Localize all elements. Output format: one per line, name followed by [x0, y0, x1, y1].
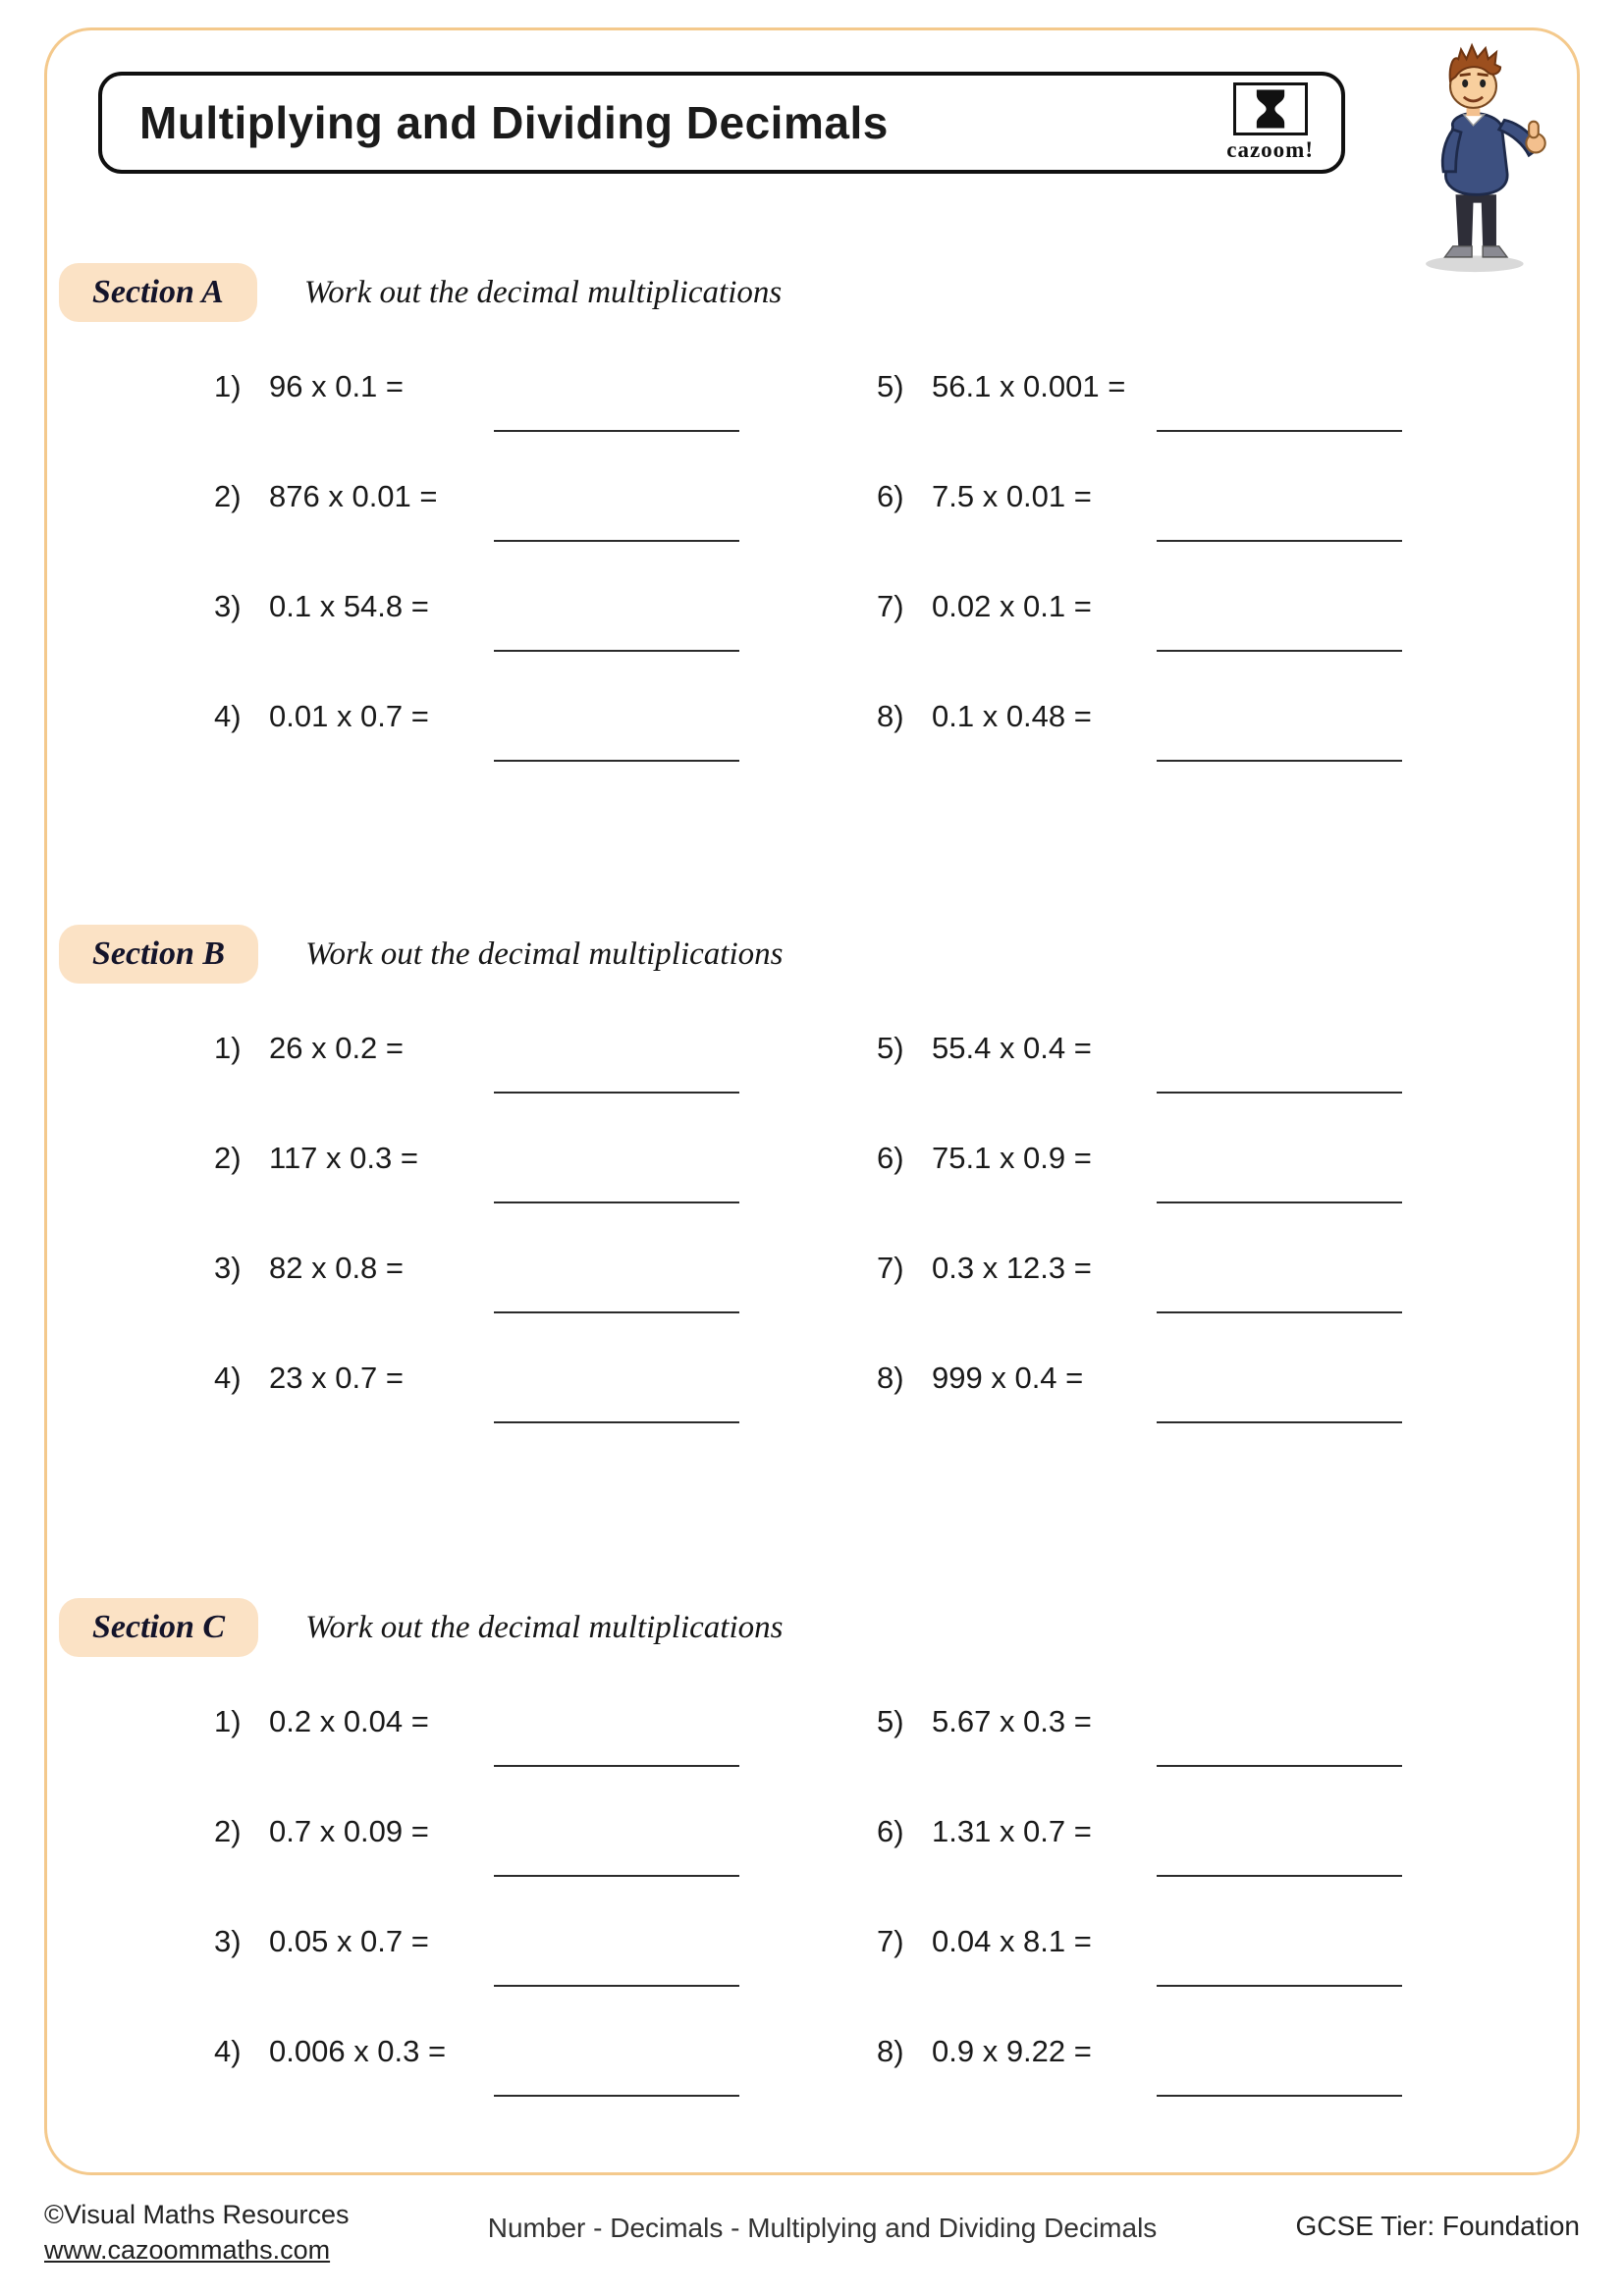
problem [877, 1814, 1540, 1924]
problem [214, 369, 877, 479]
section-a-label: Section A [59, 263, 257, 322]
footer [44, 2197, 1580, 2269]
problem [214, 479, 877, 589]
cazoom-logo-text: cazoom! [1226, 137, 1314, 162]
problem-expression: 0.01 x 0.7 = [269, 699, 429, 733]
problem-number: 5) [877, 369, 904, 403]
problem-number: 2) [214, 1141, 242, 1175]
problem [877, 1361, 1540, 1470]
problem-number: 8) [877, 699, 904, 733]
problem-number: 1) [214, 369, 242, 403]
answer-line [1157, 760, 1402, 762]
title-box [98, 72, 1345, 174]
problem-number: 7) [877, 1251, 904, 1285]
problem-expression: 56.1 x 0.001 = [932, 369, 1126, 403]
section-a-problems [214, 369, 1530, 809]
problem [877, 479, 1540, 589]
answer-line [494, 760, 739, 762]
problem-expression: 0.1 x 0.48 = [932, 699, 1092, 733]
problem [214, 1251, 877, 1361]
answer-line [1157, 540, 1402, 542]
problem-number: 1) [214, 1031, 242, 1065]
problem-number: 5) [877, 1031, 904, 1065]
problem-expression: 0.7 x 0.09 = [269, 1814, 429, 1848]
problem [214, 2034, 877, 2144]
answer-line [1157, 1092, 1402, 1094]
answer-line [494, 1985, 739, 1987]
problem-number: 3) [214, 1251, 242, 1285]
problem-expression: 75.1 x 0.9 = [932, 1141, 1092, 1175]
problem-expression: 55.4 x 0.4 = [932, 1031, 1092, 1065]
problem [214, 699, 877, 809]
mascot-boy-illustration [1404, 41, 1553, 275]
problem-number: 5) [877, 1704, 904, 1738]
problem [214, 1031, 877, 1141]
answer-line [494, 430, 739, 432]
copyright-text: ©Visual Maths Resources [44, 2200, 350, 2229]
answer-line [1157, 1421, 1402, 1423]
section-a-instruction: Work out the decimal multiplications [303, 274, 783, 310]
answer-line [1157, 1985, 1402, 1987]
page-title: Multiplying and Dividing Decimals [139, 97, 889, 148]
problem-expression: 0.1 x 54.8 = [269, 589, 429, 623]
problem [214, 1361, 877, 1470]
problem-number: 2) [214, 479, 242, 513]
problem [877, 699, 1540, 809]
problem-expression: 0.3 x 12.3 = [932, 1251, 1092, 1285]
website-link[interactable]: www.cazoommaths.com [44, 2235, 331, 2266]
problem-expression: 23 x 0.7 = [269, 1361, 405, 1395]
answer-line [1157, 430, 1402, 432]
problem [877, 589, 1540, 699]
answer-line [494, 1421, 739, 1423]
section-c-instruction: Work out the decimal multiplications [305, 1609, 784, 1645]
problem-number: 8) [877, 1361, 904, 1395]
problem [214, 589, 877, 699]
problem-number: 7) [877, 589, 904, 623]
problem [877, 2034, 1540, 2144]
problem-number: 3) [214, 1924, 242, 1958]
problem [877, 1141, 1540, 1251]
problem [877, 1031, 1540, 1141]
section-c [77, 1598, 1530, 2144]
answer-line [1157, 1875, 1402, 1877]
problem-number: 6) [877, 479, 904, 513]
problem [214, 1924, 877, 2034]
problem-number: 4) [214, 1361, 242, 1395]
problem [877, 1924, 1540, 2034]
answer-line [1157, 1765, 1402, 1767]
section-c-problems [214, 1704, 1530, 2144]
section-b-instruction: Work out the decimal multiplications [305, 935, 784, 972]
problem [877, 1251, 1540, 1361]
problem-number: 8) [877, 2034, 904, 2068]
answer-line [494, 540, 739, 542]
problem-expression: 0.05 x 0.7 = [269, 1924, 429, 1958]
problem-expression: 0.04 x 8.1 = [932, 1924, 1092, 1958]
problem-expression: 876 x 0.01 = [269, 479, 438, 513]
answer-line [1157, 1201, 1402, 1203]
problem-expression: 0.2 x 0.04 = [269, 1704, 429, 1738]
problem [214, 1814, 877, 1924]
cazoom-logo [1226, 82, 1314, 163]
problem-number: 3) [214, 589, 242, 623]
answer-line [494, 1092, 739, 1094]
answer-line [494, 650, 739, 652]
problem-expression: 117 x 0.3 = [269, 1141, 418, 1175]
answer-line [494, 1201, 739, 1203]
problem [877, 1704, 1540, 1814]
problem [214, 1141, 877, 1251]
problem-expression: 5.67 x 0.3 = [932, 1704, 1092, 1738]
problem-expression: 7.5 x 0.01 = [932, 479, 1092, 513]
cazoom-drum-icon [1233, 82, 1308, 135]
answer-line [494, 1765, 739, 1767]
problem-expression: 1.31 x 0.7 = [932, 1814, 1092, 1848]
answer-line [1157, 650, 1402, 652]
answer-line [1157, 2095, 1402, 2097]
section-a [77, 263, 1530, 809]
footer-credits [44, 2197, 350, 2269]
section-b-problems [214, 1031, 1530, 1470]
section-b-label: Section B [59, 925, 258, 984]
footer-breadcrumb: Number - Decimals - Multiplying and Dividing Decimals [487, 2213, 1158, 2243]
problem [877, 369, 1540, 479]
problem-expression: 0.9 x 9.22 = [932, 2034, 1092, 2068]
answer-line [494, 2095, 739, 2097]
problem-expression: 0.006 x 0.3 = [269, 2034, 447, 2068]
problem-expression: 96 x 0.1 = [269, 369, 405, 403]
problem-number: 7) [877, 1924, 904, 1958]
footer-tier: GCSE Tier: Foundation [1295, 2211, 1580, 2241]
problem [214, 1704, 877, 1814]
problem-expression: 999 x 0.4 = [932, 1361, 1084, 1395]
problem-number: 2) [214, 1814, 242, 1848]
problem-number: 4) [214, 2034, 242, 2068]
answer-line [494, 1875, 739, 1877]
problem-number: 4) [214, 699, 242, 733]
problem-expression: 82 x 0.8 = [269, 1251, 405, 1285]
answer-line [494, 1311, 739, 1313]
problem-expression: 26 x 0.2 = [269, 1031, 405, 1065]
answer-line [1157, 1311, 1402, 1313]
problem-number: 1) [214, 1704, 242, 1738]
problem-number: 6) [877, 1141, 904, 1175]
section-b [77, 925, 1530, 1470]
section-c-label: Section C [59, 1598, 258, 1657]
problem-number: 6) [877, 1814, 904, 1848]
problem-expression: 0.02 x 0.1 = [932, 589, 1092, 623]
